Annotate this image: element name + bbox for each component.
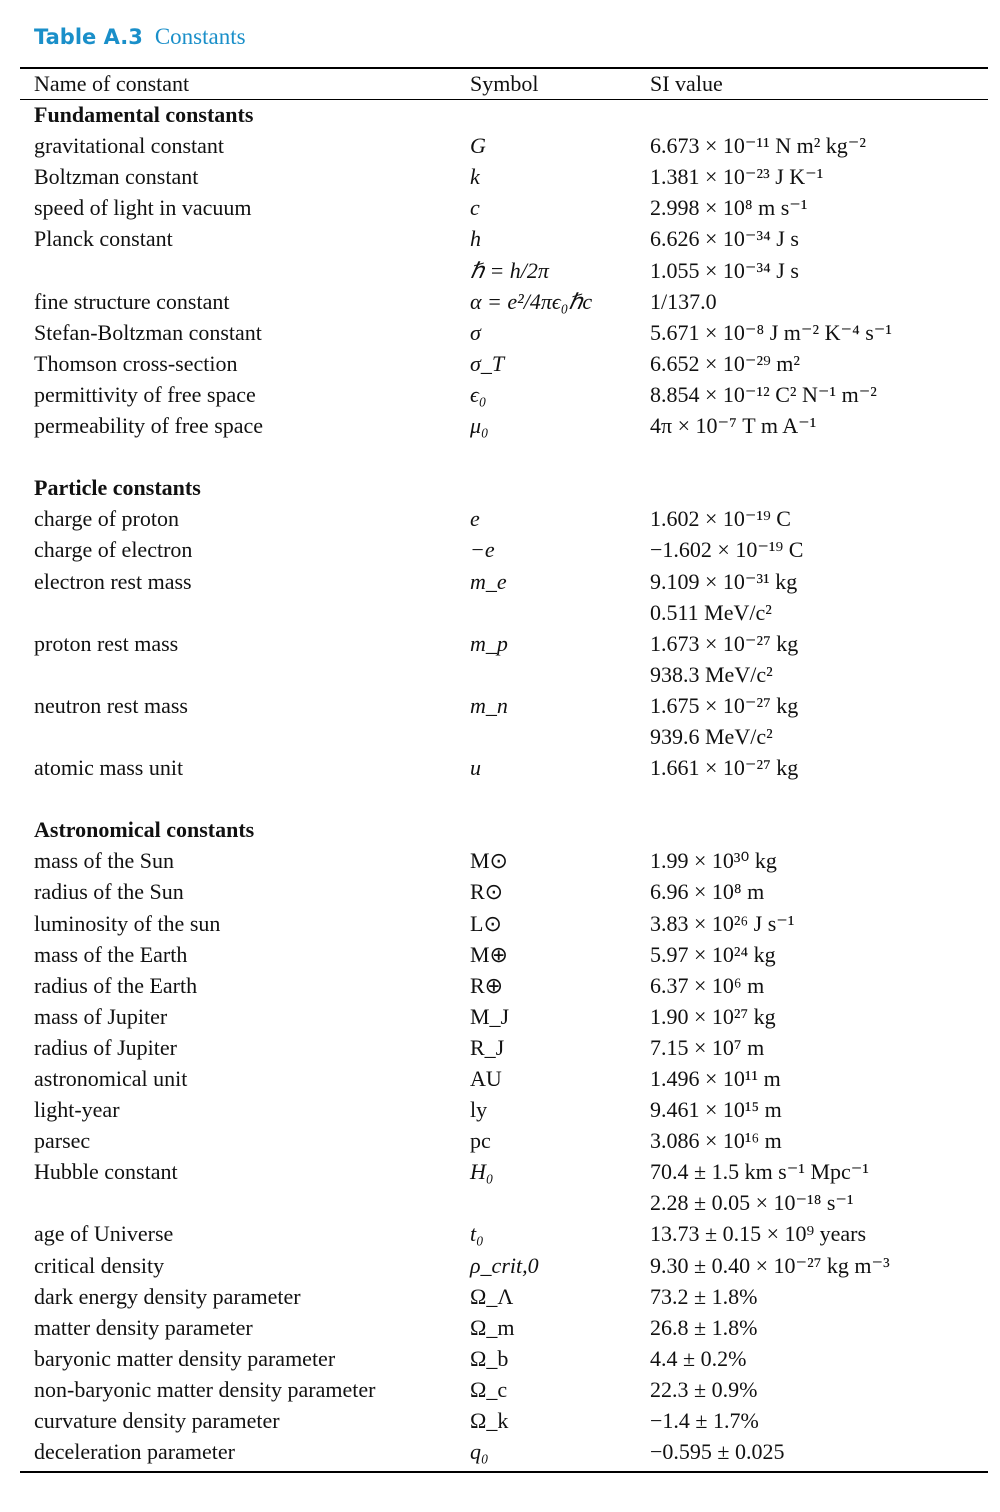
constant-symbol: M⊕ — [470, 941, 508, 967]
constant-symbol: σ — [470, 319, 481, 345]
constant-symbol: h — [470, 226, 481, 252]
constant-value: 939.6 MeV/c² — [650, 723, 773, 749]
constant-value: 6.652 × 10⁻²⁹ m² — [650, 350, 800, 376]
constant-name: fine structure constant — [34, 288, 230, 314]
table-row — [34, 348, 980, 379]
constant-name: curvature density parameter — [34, 1408, 280, 1434]
constant-symbol: k — [470, 164, 480, 190]
constant-symbol: ϵ₀ — [470, 381, 487, 407]
table-caption-title: Constants — [154, 24, 246, 49]
constant-value: 1.90 × 10²⁷ kg — [650, 1003, 776, 1029]
table-caption — [34, 22, 246, 52]
constant-symbol: e — [470, 506, 480, 532]
column-header-symbol: Symbol — [470, 71, 539, 96]
constant-name: critical density — [34, 1252, 165, 1278]
constant-symbol: m_e — [470, 568, 507, 594]
constant-name: baryonic matter density parameter — [34, 1345, 336, 1371]
constant-value: 0.511 MeV/c² — [650, 599, 772, 625]
constant-symbol: μ₀ — [470, 413, 489, 439]
constant-symbol: ρ_crit,0 — [470, 1252, 539, 1278]
table-row — [34, 255, 980, 286]
constant-symbol: α = e²/4πϵ₀ℏc — [470, 288, 593, 314]
constant-name: electron rest mass — [34, 568, 192, 594]
constant-name: radius of the Sun — [34, 879, 184, 905]
constant-value: −1.4 ± 1.7% — [650, 1408, 759, 1434]
constant-name: atomic mass unit — [34, 755, 184, 781]
constant-value: 2.998 × 10⁸ m s⁻¹ — [650, 195, 808, 221]
table-row — [34, 317, 980, 348]
constant-symbol: M_J — [470, 1003, 510, 1029]
constant-name: light-year — [34, 1097, 120, 1123]
constant-symbol: pc — [470, 1128, 491, 1154]
constant-symbol: Ω_Λ — [470, 1283, 514, 1309]
constant-name: proton rest mass — [34, 630, 179, 656]
constant-value: 6.626 × 10⁻³⁴ J s — [650, 226, 799, 252]
constant-symbol: −e — [470, 537, 495, 563]
table-row — [34, 1281, 980, 1312]
constant-symbol: L⊙ — [470, 910, 502, 936]
constant-value: 3.83 × 10²⁶ J s⁻¹ — [650, 910, 795, 936]
table-row — [34, 503, 980, 534]
table-row — [34, 161, 980, 192]
constant-value: 26.8 ± 1.8% — [650, 1314, 758, 1340]
table-row — [34, 379, 980, 410]
constant-symbol: c — [470, 195, 480, 221]
constant-value: 73.2 ± 1.8% — [650, 1283, 758, 1309]
table-bottom-rule — [20, 1471, 988, 1473]
table-row — [34, 690, 980, 721]
constant-value: 6.673 × 10⁻¹¹ N m² kg⁻² — [650, 133, 867, 159]
section-heading-astronomical: Astronomical constants — [34, 817, 255, 843]
table-row — [34, 1001, 980, 1032]
constant-name — [34, 255, 470, 286]
constant-symbol: q₀ — [470, 1439, 489, 1465]
constant-symbol: G — [470, 133, 486, 159]
constant-symbol: σ_T — [470, 350, 505, 376]
constant-name: age of Universe — [34, 1221, 174, 1247]
constant-value: 3.086 × 10¹⁶ m — [650, 1128, 782, 1154]
constant-name: Boltzman constant — [34, 164, 199, 190]
constant-symbol: R⊙ — [470, 879, 504, 905]
constant-symbol: R_J — [470, 1034, 505, 1060]
constant-symbol — [470, 659, 650, 690]
constant-value: 1.055 × 10⁻³⁴ J s — [650, 257, 799, 283]
constant-name: speed of light in vacuum — [34, 195, 252, 221]
constant-symbol: ly — [470, 1097, 488, 1123]
column-header-value: SI value — [650, 71, 723, 96]
spacer-row — [34, 783, 980, 814]
table-row — [34, 1063, 980, 1094]
section-heading-row — [34, 99, 980, 130]
constant-name — [34, 659, 470, 690]
constant-symbol — [470, 721, 650, 752]
constant-symbol: R⊕ — [470, 972, 504, 998]
constant-name — [34, 597, 470, 628]
constant-name: gravitational constant — [34, 133, 224, 159]
table-row — [34, 1374, 980, 1405]
constant-name: non-baryonic matter density parameter — [34, 1376, 376, 1402]
constants-table — [34, 68, 980, 1467]
constant-symbol: AU — [470, 1066, 502, 1091]
constant-value: 4π × 10⁻⁷ T m A⁻¹ — [650, 413, 817, 439]
constant-symbol — [470, 1187, 650, 1218]
constant-name: permeability of free space — [34, 413, 264, 439]
table-row — [34, 597, 980, 628]
table-row — [34, 1405, 980, 1436]
table-row — [34, 845, 980, 876]
table-row — [34, 223, 980, 254]
table-row — [34, 1250, 980, 1281]
constant-value: 22.3 ± 0.9% — [650, 1376, 758, 1402]
constant-symbol: Ω_c — [470, 1376, 508, 1402]
table-row — [34, 1156, 980, 1187]
table-row — [34, 192, 980, 223]
constant-name: neutron rest mass — [34, 692, 188, 718]
constant-symbol: u — [470, 755, 481, 781]
constant-name: charge of electron — [34, 537, 193, 563]
constant-name: Hubble constant — [34, 1159, 178, 1185]
constant-value: 70.4 ± 1.5 km s⁻¹ Mpc⁻¹ — [650, 1159, 869, 1185]
constant-name: luminosity of the sun — [34, 910, 221, 936]
constant-value: 1.602 × 10⁻¹⁹ C — [650, 506, 791, 532]
table-row — [34, 1218, 980, 1249]
constant-symbol: m_p — [470, 630, 508, 656]
constant-value: 13.73 ± 0.15 × 10⁹ years — [650, 1221, 867, 1247]
constant-value: 1.673 × 10⁻²⁷ kg — [650, 630, 799, 656]
constant-symbol: M⊙ — [470, 848, 508, 874]
table-header-row — [34, 68, 980, 99]
constant-symbol: ℏ = h/2π — [470, 257, 549, 283]
constant-value: 5.671 × 10⁻⁸ J m⁻² K⁻⁴ s⁻¹ — [650, 319, 893, 345]
table-row — [34, 939, 980, 970]
table-row — [34, 1032, 980, 1063]
constant-name: Thomson cross-section — [34, 350, 238, 376]
constant-value: 1.99 × 10³⁰ kg — [650, 848, 777, 874]
table-row — [34, 970, 980, 1001]
table-row — [34, 1187, 980, 1218]
constant-value: 8.854 × 10⁻¹² C² N⁻¹ m⁻² — [650, 381, 877, 407]
table-row — [34, 721, 980, 752]
column-header-name: Name of constant — [34, 71, 190, 96]
table-row — [34, 908, 980, 939]
constant-value: 1/137.0 — [650, 288, 717, 314]
constant-name: permittivity of free space — [34, 381, 256, 407]
constant-name: Stefan-Boltzman constant — [34, 319, 262, 345]
constant-value: 5.97 × 10²⁴ kg — [650, 941, 776, 967]
constant-value: 2.28 ± 0.05 × 10⁻¹⁸ s⁻¹ — [650, 1190, 854, 1216]
constant-name — [34, 721, 470, 752]
constant-value: 1.661 × 10⁻²⁷ kg — [650, 755, 799, 781]
constant-symbol: H₀ — [470, 1159, 494, 1185]
table-row — [34, 876, 980, 907]
constant-name: mass of the Earth — [34, 941, 188, 967]
constant-name: matter density parameter — [34, 1314, 253, 1340]
constant-name: deceleration parameter — [34, 1439, 235, 1465]
table-row — [34, 1125, 980, 1156]
constant-symbol: Ω_b — [470, 1345, 509, 1371]
constant-symbol: t₀ — [470, 1221, 484, 1247]
section-heading-row — [34, 814, 980, 845]
constant-value: 1.496 × 10¹¹ m — [650, 1066, 781, 1091]
table-row — [34, 286, 980, 317]
constant-value: 4.4 ± 0.2% — [650, 1345, 747, 1371]
section-heading-fundamental: Fundamental constants — [34, 102, 254, 128]
section-heading-row — [34, 472, 980, 503]
table-row — [34, 410, 980, 441]
table-row — [34, 566, 980, 597]
constant-value: 938.3 MeV/c² — [650, 661, 773, 687]
constant-symbol — [470, 597, 650, 628]
table-row — [34, 1312, 980, 1343]
table-row — [34, 628, 980, 659]
constant-name: charge of proton — [34, 506, 179, 532]
constant-name: radius of Jupiter — [34, 1034, 177, 1060]
section-heading-particle: Particle constants — [34, 475, 201, 501]
constant-name — [34, 1187, 470, 1218]
constant-symbol: Ω_k — [470, 1408, 509, 1434]
constant-value: 6.96 × 10⁸ m — [650, 879, 765, 905]
constant-value: 1.675 × 10⁻²⁷ kg — [650, 692, 799, 718]
constant-value: 6.37 × 10⁶ m — [650, 972, 765, 998]
constant-name: parsec — [34, 1128, 91, 1154]
table-row — [34, 534, 980, 565]
constant-name: dark energy density parameter — [34, 1283, 301, 1309]
table-row — [34, 659, 980, 690]
spacer-row — [34, 441, 980, 472]
constant-value: 9.109 × 10⁻³¹ kg — [650, 568, 798, 594]
constant-value: −0.595 ± 0.025 — [650, 1439, 785, 1465]
constant-symbol: Ω_m — [470, 1314, 515, 1340]
table-row — [34, 1094, 980, 1125]
constant-name: astronomical unit — [34, 1066, 188, 1091]
constant-name: radius of the Earth — [34, 972, 198, 998]
table-row — [34, 1343, 980, 1374]
constant-name: Planck constant — [34, 226, 173, 252]
table-row — [34, 130, 980, 161]
constant-name: mass of the Sun — [34, 848, 174, 874]
table-row — [34, 752, 980, 783]
constant-symbol: m_n — [470, 692, 508, 718]
table-caption-label: Table A.3 — [34, 25, 143, 49]
constant-value: 1.381 × 10⁻²³ J K⁻¹ — [650, 164, 824, 190]
constant-value: −1.602 × 10⁻¹⁹ C — [650, 537, 804, 563]
constant-name: mass of Jupiter — [34, 1003, 168, 1029]
table-row — [34, 1436, 980, 1467]
constant-value: 9.30 ± 0.40 × 10⁻²⁷ kg m⁻³ — [650, 1252, 890, 1278]
constant-value: 9.461 × 10¹⁵ m — [650, 1097, 782, 1123]
constant-value: 7.15 × 10⁷ m — [650, 1034, 765, 1060]
